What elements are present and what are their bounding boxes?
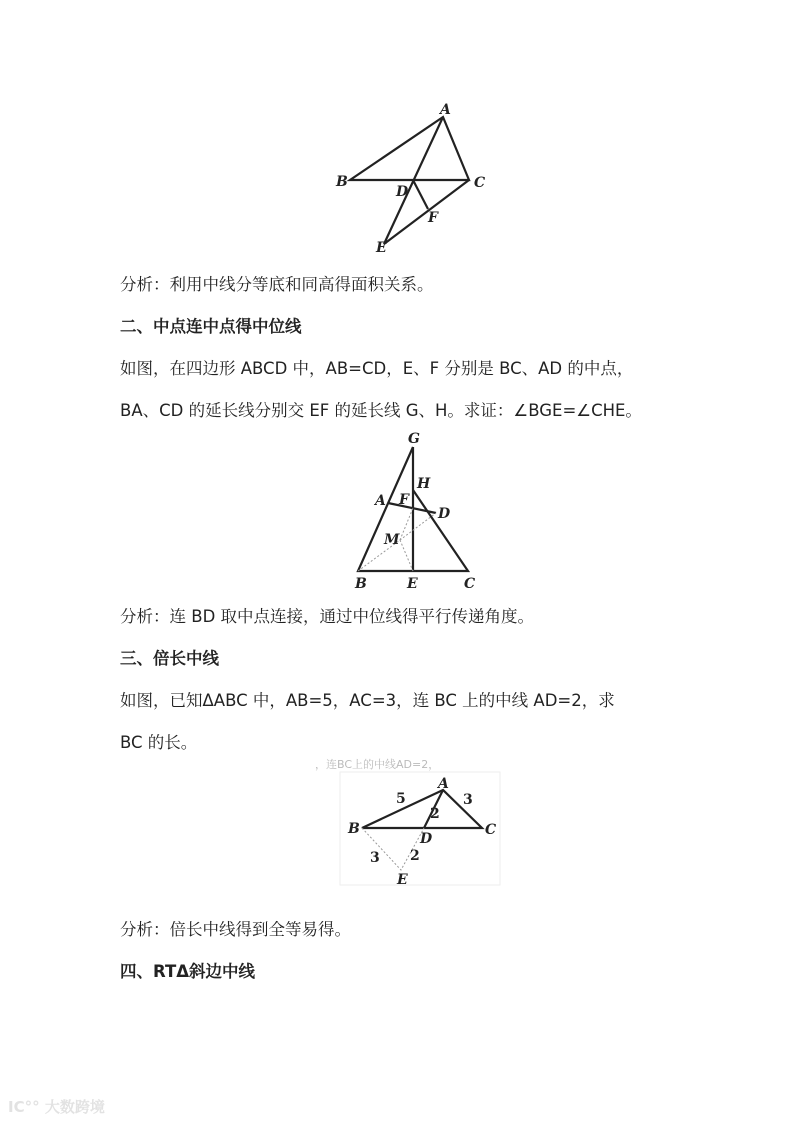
section-heading-4: 四、RTΔ斜边中线 [120,962,255,981]
figure-label: 2 [410,848,420,864]
figure-label: B [336,174,348,190]
figure-label: F [428,210,438,226]
figure-label: D [420,831,433,847]
figure-label: B [348,821,360,837]
section-heading-2: 二、中点连中点得中位线 [120,317,302,336]
figure-label: G [408,431,420,447]
figure-label: 2 [430,806,440,822]
figure-label: C [485,822,497,838]
section-heading-3: 三、倍长中线 [120,649,219,668]
figure-label: E [376,240,387,256]
figure-label: D [396,184,409,200]
figure-2-labels [354,431,475,592]
figure-label: B [355,576,367,592]
figure-label: A [375,493,386,509]
figure-label: H [417,476,431,492]
figure-label: C [474,175,486,191]
problem-text-line: 如图，已知ΔABC 中，AB=5，AC=3，连 BC 上的中线 AD=2，求 [120,691,615,710]
figure-label: 5 [396,791,406,807]
analysis-text-2: 分析：连 BD 取中点连接，通过中位线得平行传递角度。 [120,607,535,626]
figure-label: A [440,102,451,118]
problem-text-line: BA、CD 的延长线分别交 EF 的延长线 G、H。求证：∠BGE=∠CHE。 [120,401,642,420]
figure-label: D [438,506,451,522]
cropped-figure-text: ，连BC上的中线AD=2， [315,758,440,771]
analysis-text-1: 分析：利用中线分等底和同高得面积关系。 [120,275,434,294]
figure-label: A [438,776,449,792]
figure-label: C [464,576,476,592]
figure-label: F [399,492,409,508]
figure-label: E [407,576,418,592]
figure-label: E [397,872,408,888]
figure-3-labels [347,776,496,888]
analysis-text-3: 分析：倍长中线得到全等易得。 [120,920,351,939]
problem-text-line: 如图，在四边形 ABCD 中，AB=CD，E、F 分别是 BC、AD 的中点， [120,359,634,378]
figure-1 [350,117,469,244]
figure-label: M [384,532,400,548]
watermark-logo: IC°° 大数跨境 [8,1098,105,1116]
figure-label: 3 [370,850,380,866]
problem-text-line: BC 的长。 [120,733,198,752]
figure-label: 3 [463,792,473,808]
